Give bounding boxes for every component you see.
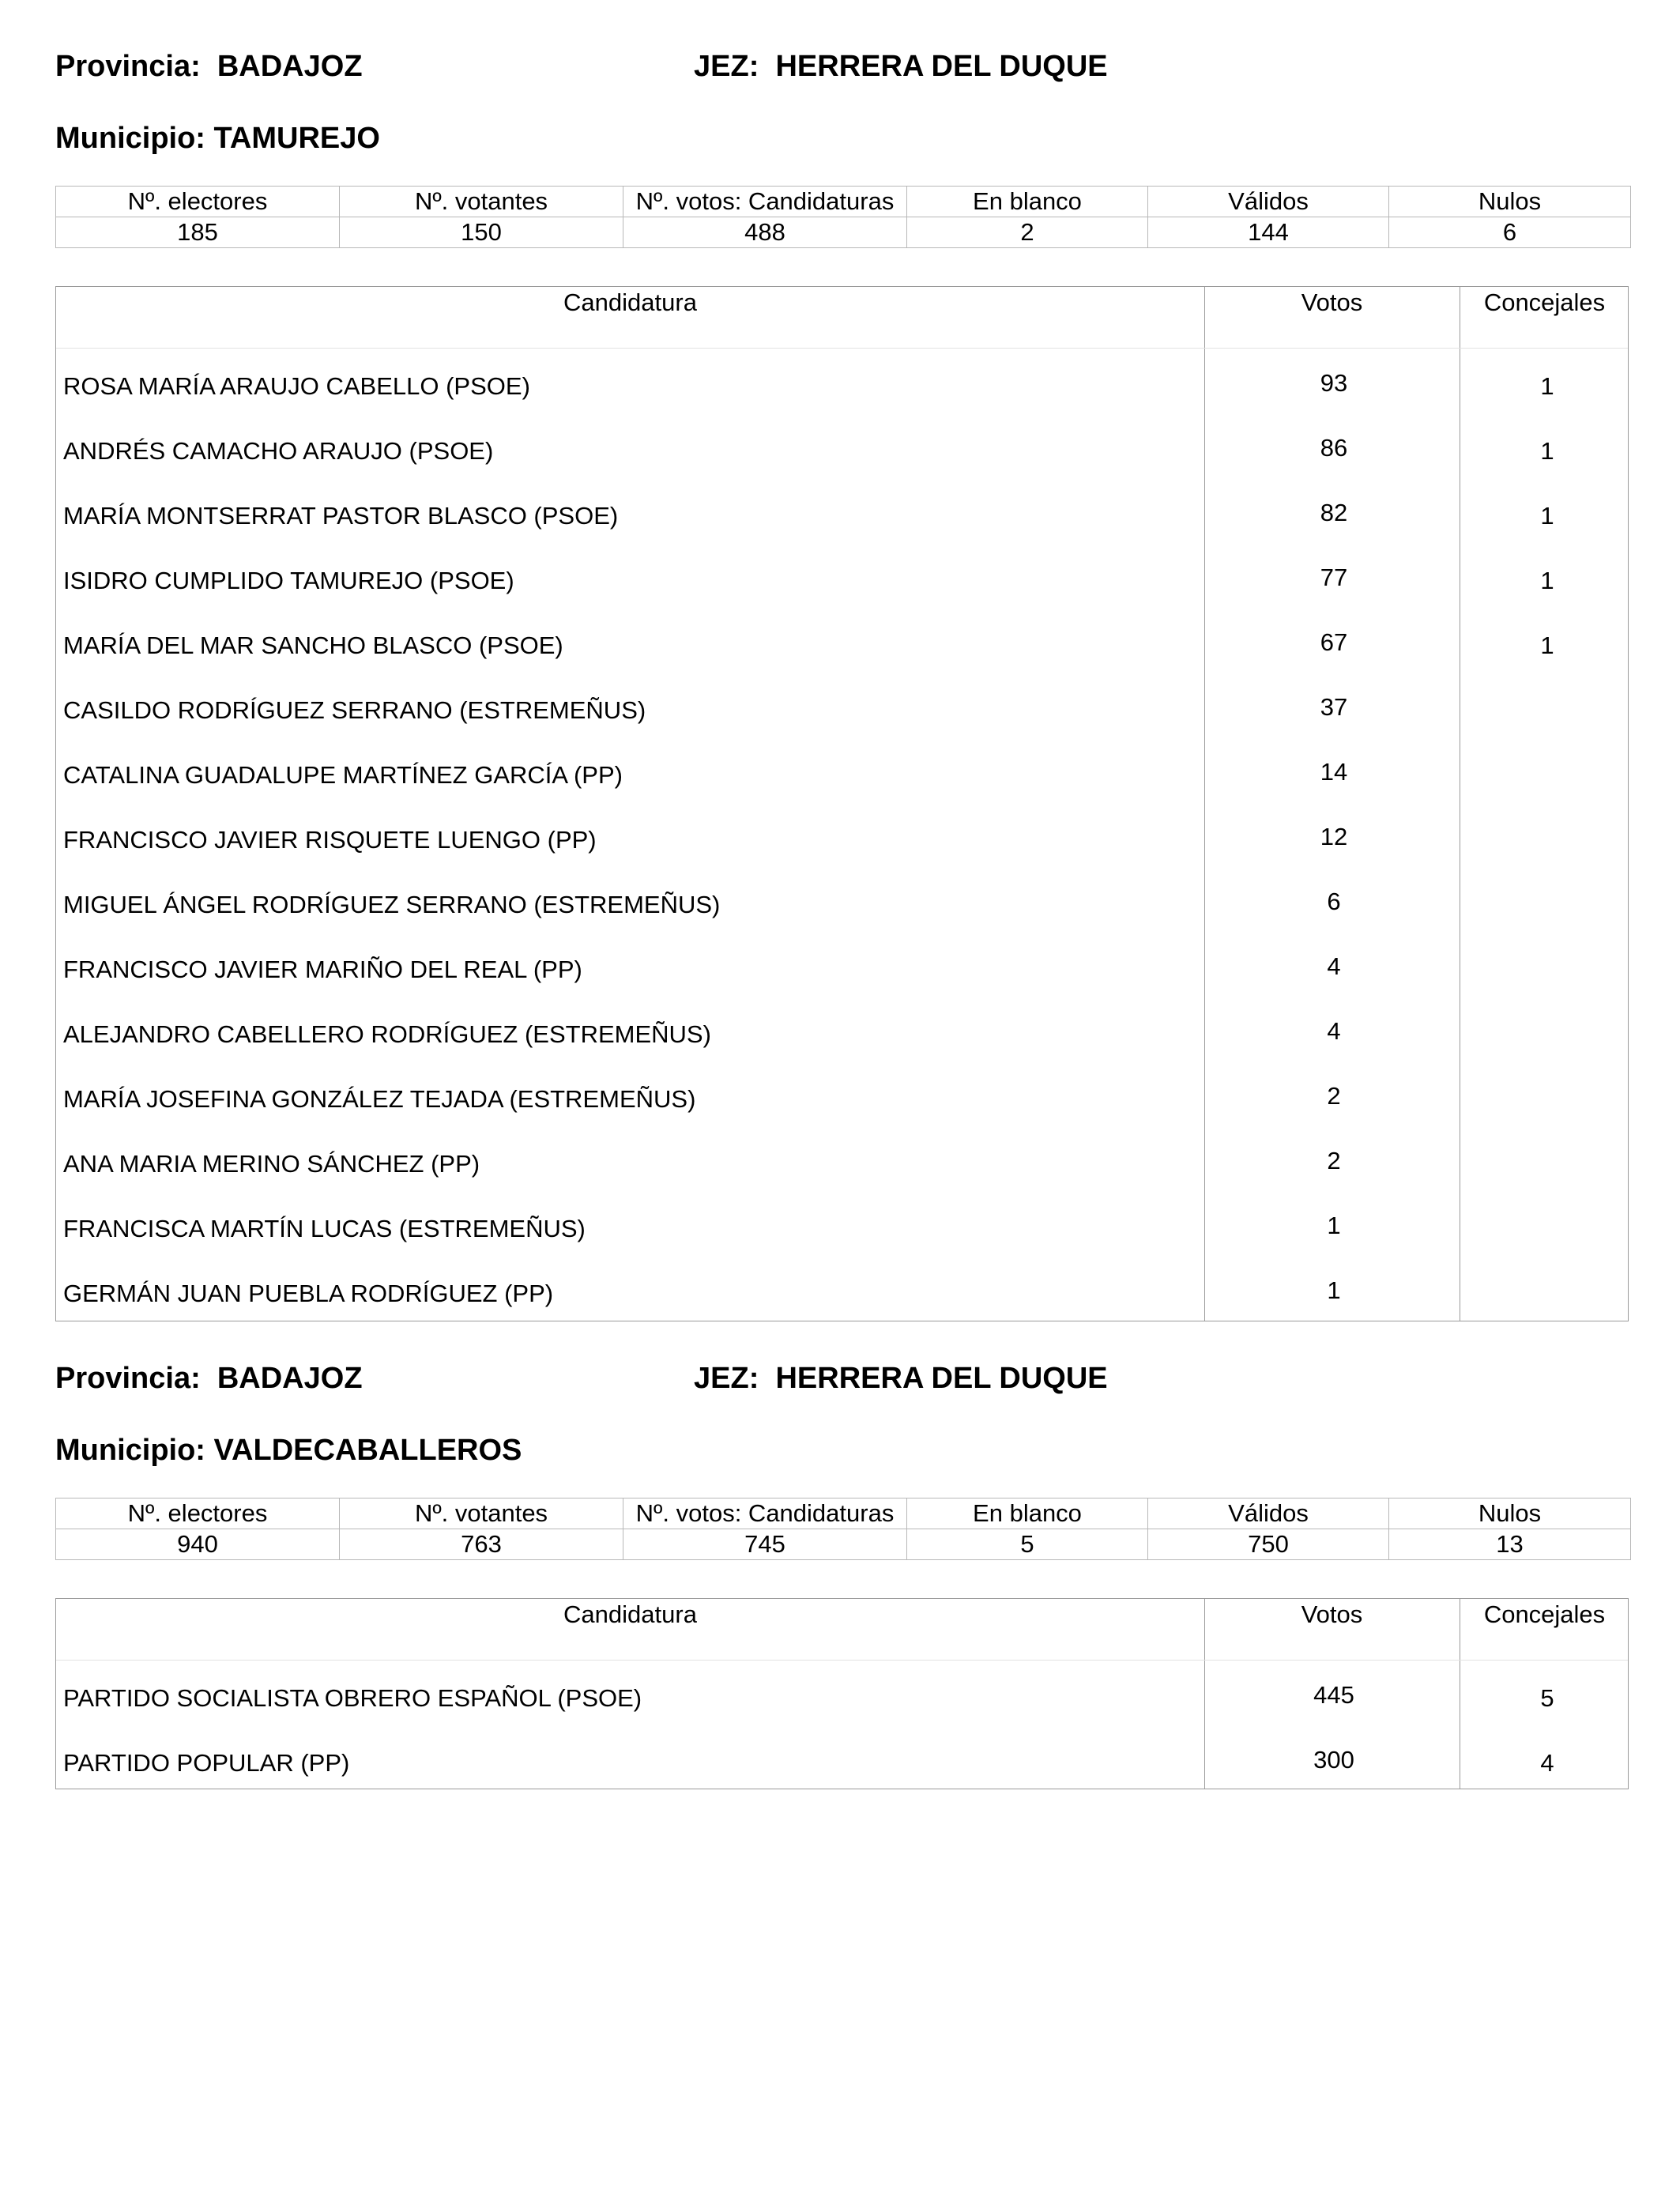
jez-heading	[694, 49, 1108, 84]
municipio-label: Municipio:	[55, 1434, 205, 1467]
summary-header-cell: Nº. votos: Candidaturas	[623, 187, 907, 217]
summary-value-row	[56, 1529, 1631, 1560]
summary-header-row	[56, 187, 1631, 217]
summary-header-cell: Nulos	[1389, 187, 1631, 217]
table-row	[56, 1066, 1628, 1131]
table-row	[56, 677, 1628, 742]
summary-header-cell: Nº. votos: Candidaturas	[623, 1498, 907, 1529]
candidate-votes: 300	[1313, 1746, 1354, 1774]
candidate-concejales: 1	[1540, 631, 1554, 659]
summary-table	[55, 186, 1631, 248]
table-row	[56, 742, 1628, 807]
candidate-votes: 6	[1327, 888, 1341, 915]
candidate-name: PARTIDO SOCIALISTA OBRERO ESPAÑOL (PSOE)	[63, 1684, 642, 1712]
summary-header-cell: En blanco	[907, 187, 1148, 217]
summary-value-cell: 13	[1389, 1529, 1631, 1560]
table-row	[56, 353, 1628, 418]
table-row	[56, 872, 1628, 937]
summary-header-cell: En blanco	[907, 1498, 1148, 1529]
candidate-votes: 77	[1320, 564, 1348, 591]
candidate-name: ANDRÉS CAMACHO ARAUJO (PSOE)	[63, 437, 494, 465]
summary-header-cell: Nº. electores	[56, 187, 340, 217]
summary-header-cell: Válidos	[1148, 1498, 1389, 1529]
candidate-concejales: 1	[1540, 502, 1554, 530]
provincia-label: Provincia:	[55, 1362, 201, 1395]
candidate-votes: 2	[1327, 1147, 1341, 1174]
summary-header-cell: Nº. votantes	[340, 1498, 623, 1529]
table-row	[56, 807, 1628, 872]
candidate-name: MARÍA JOSEFINA GONZÁLEZ TEJADA (ESTREMEÑUS)	[63, 1085, 696, 1113]
candidate-votes: 2	[1327, 1082, 1341, 1110]
provincia-heading	[55, 1361, 363, 1396]
candidate-concejales: 1	[1540, 437, 1554, 465]
provincia-value: BADAJOZ	[217, 50, 363, 83]
votos-header: Votos	[1301, 288, 1363, 316]
table-row	[56, 1261, 1628, 1325]
provincia-label: Provincia:	[55, 50, 201, 83]
municipio-value: TAMUREJO	[213, 122, 380, 155]
candidate-name: PARTIDO POPULAR (PP)	[63, 1749, 350, 1777]
candidate-name: ALEJANDRO CABELLERO RODRÍGUEZ (ESTREMEÑUS)	[63, 1020, 711, 1048]
summary-header-cell: Nº. votantes	[340, 187, 623, 217]
summary-header-cell: Nº. electores	[56, 1498, 340, 1529]
provincia-heading	[55, 49, 363, 84]
candidate-name: FRANCISCO JAVIER RISQUETE LUENGO (PP)	[63, 826, 597, 854]
candidate-votes: 12	[1320, 823, 1348, 850]
concejales-header: Concejales	[1483, 288, 1606, 316]
candidate-name: MIGUEL ÁNGEL RODRÍGUEZ SERRANO (ESTREMEÑUS)	[63, 891, 721, 918]
candidate-name: FRANCISCA MARTÍN LUCAS (ESTREMEÑUS)	[63, 1215, 586, 1242]
candidatura-header: Candidatura	[563, 1600, 697, 1628]
municipio-value: VALDECABALLEROS	[213, 1434, 522, 1467]
summary-table	[55, 1498, 1631, 1560]
header-divider	[56, 348, 1628, 349]
candidate-name: FRANCISCO JAVIER MARIÑO DEL REAL (PP)	[63, 956, 582, 983]
candidate-concejales: 4	[1540, 1749, 1554, 1777]
municipio-heading	[55, 121, 380, 156]
candidate-name: CASILDO RODRÍGUEZ SERRANO (ESTREMEÑUS)	[63, 696, 646, 724]
municipio-label: Municipio:	[55, 122, 205, 155]
jez-value: HERRERA DEL DUQUE	[775, 1362, 1108, 1395]
municipio-heading	[55, 1433, 522, 1468]
candidate-name: MARÍA DEL MAR SANCHO BLASCO (PSOE)	[63, 631, 563, 659]
votos-header: Votos	[1301, 1600, 1363, 1628]
table-row	[56, 1131, 1628, 1196]
summary-value-cell: 763	[340, 1529, 623, 1560]
table-row	[56, 483, 1628, 548]
candidate-name: ROSA MARÍA ARAUJO CABELLO (PSOE)	[63, 372, 530, 400]
candidate-votes: 1	[1327, 1212, 1341, 1239]
candidate-votes: 4	[1327, 1017, 1341, 1045]
candidate-concejales: 1	[1540, 567, 1554, 594]
jez-heading	[694, 1361, 1108, 1396]
candidate-name: ANA MARIA MERINO SÁNCHEZ (PP)	[63, 1150, 480, 1178]
candidate-votes: 82	[1320, 499, 1348, 526]
candidate-votes: 86	[1320, 434, 1348, 462]
table-row	[56, 937, 1628, 1001]
candidate-votes: 37	[1320, 693, 1348, 721]
summary-value-cell: 6	[1389, 217, 1631, 248]
jez-value: HERRERA DEL DUQUE	[775, 50, 1108, 83]
candidate-votes: 93	[1320, 369, 1348, 397]
summary-value-cell: 488	[623, 217, 907, 248]
table-row	[56, 418, 1628, 483]
table-row	[56, 1665, 1628, 1730]
summary-value-cell: 185	[56, 217, 340, 248]
candidate-name: GERMÁN JUAN PUEBLA RODRÍGUEZ (PP)	[63, 1280, 554, 1307]
jez-label: JEZ:	[694, 50, 759, 83]
table-row	[56, 613, 1628, 677]
summary-value-cell: 2	[907, 217, 1148, 248]
table-row	[56, 1730, 1628, 1795]
summary-value-cell: 940	[56, 1529, 340, 1560]
candidate-votes: 67	[1320, 628, 1348, 656]
candidate-concejales: 5	[1540, 1684, 1554, 1712]
table-row	[56, 1001, 1628, 1066]
candidate-concejales: 1	[1540, 372, 1554, 400]
summary-value-row	[56, 217, 1631, 248]
summary-value-cell: 750	[1148, 1529, 1389, 1560]
provincia-value: BADAJOZ	[217, 1362, 363, 1395]
summary-header-cell: Nulos	[1389, 1498, 1631, 1529]
candidatura-header: Candidatura	[563, 288, 697, 316]
candidate-name: ISIDRO CUMPLIDO TAMUREJO (PSOE)	[63, 567, 514, 594]
header-divider	[56, 1660, 1628, 1661]
summary-value-cell: 745	[623, 1529, 907, 1560]
concejales-header: Concejales	[1483, 1600, 1606, 1628]
results-table	[55, 1598, 1629, 1789]
candidate-name: MARÍA MONTSERRAT PASTOR BLASCO (PSOE)	[63, 502, 619, 530]
summary-value-cell: 5	[907, 1529, 1148, 1560]
candidate-votes: 4	[1327, 952, 1341, 980]
candidate-votes: 14	[1320, 758, 1348, 786]
candidate-votes: 1	[1327, 1276, 1341, 1304]
candidate-name: CATALINA GUADALUPE MARTÍNEZ GARCÍA (PP)	[63, 761, 623, 789]
summary-header-cell: Válidos	[1148, 187, 1389, 217]
results-table	[55, 286, 1629, 1321]
summary-header-row	[56, 1498, 1631, 1529]
table-row	[56, 548, 1628, 613]
summary-value-cell: 144	[1148, 217, 1389, 248]
summary-value-cell: 150	[340, 217, 623, 248]
candidate-votes: 445	[1313, 1681, 1354, 1709]
table-row	[56, 1196, 1628, 1261]
jez-label: JEZ:	[694, 1362, 759, 1395]
